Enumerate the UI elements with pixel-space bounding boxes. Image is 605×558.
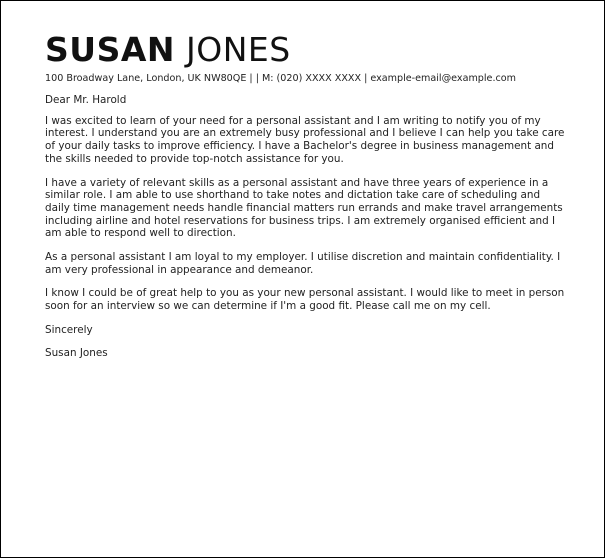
contact-line: 100 Broadway Lane, London, UK NW80QE | | M: (020) XXXX XXXX | example-email@example.com: [45, 73, 517, 84]
last-name: JONES: [186, 30, 291, 69]
paragraph-3: As a personal assistant I am loyal to my employer. I utilise discretion and maintain confidentiality. I am very professional in appearance and demeanor.: [45, 251, 561, 276]
letterhead: [45, 31, 585, 69]
closing: Sincerely: [45, 323, 93, 336]
paragraph-4: I know I could be of great help to you as your new personal assistant. I would like to meet in person soon for an interview so we can determine if I'm a good fit. Please call me on my cell.: [45, 287, 565, 313]
paragraph-1: I was excited to learn of your need for a personal assistant and I am writing to notify you of my interest. I understand you are an extremely busy professional and I believe I can help you take care of your daily tasks to improve efficiency. I have a Bachelor's degree in business management and the skills needed to provide top-notch assistance for you.: [45, 114, 565, 165]
signature: Susan Jones: [45, 346, 108, 359]
paragraph-2: I have a variety of relevant skills as a personal assistant and have three years of experience in a similar role. I am able to use shorthand to take notes and dictation take care of scheduling and daily time management needs handle financial matters run errands and make travel arrangements including airline and hotel reservations for business trips. I am extremely organised efficient and I am able to respond well to direction.: [45, 176, 563, 240]
salutation: Dear Mr. Harold: [45, 94, 127, 106]
sender-name: [45, 31, 585, 69]
first-name: SUSAN: [45, 30, 175, 69]
letter-body: [45, 94, 565, 359]
